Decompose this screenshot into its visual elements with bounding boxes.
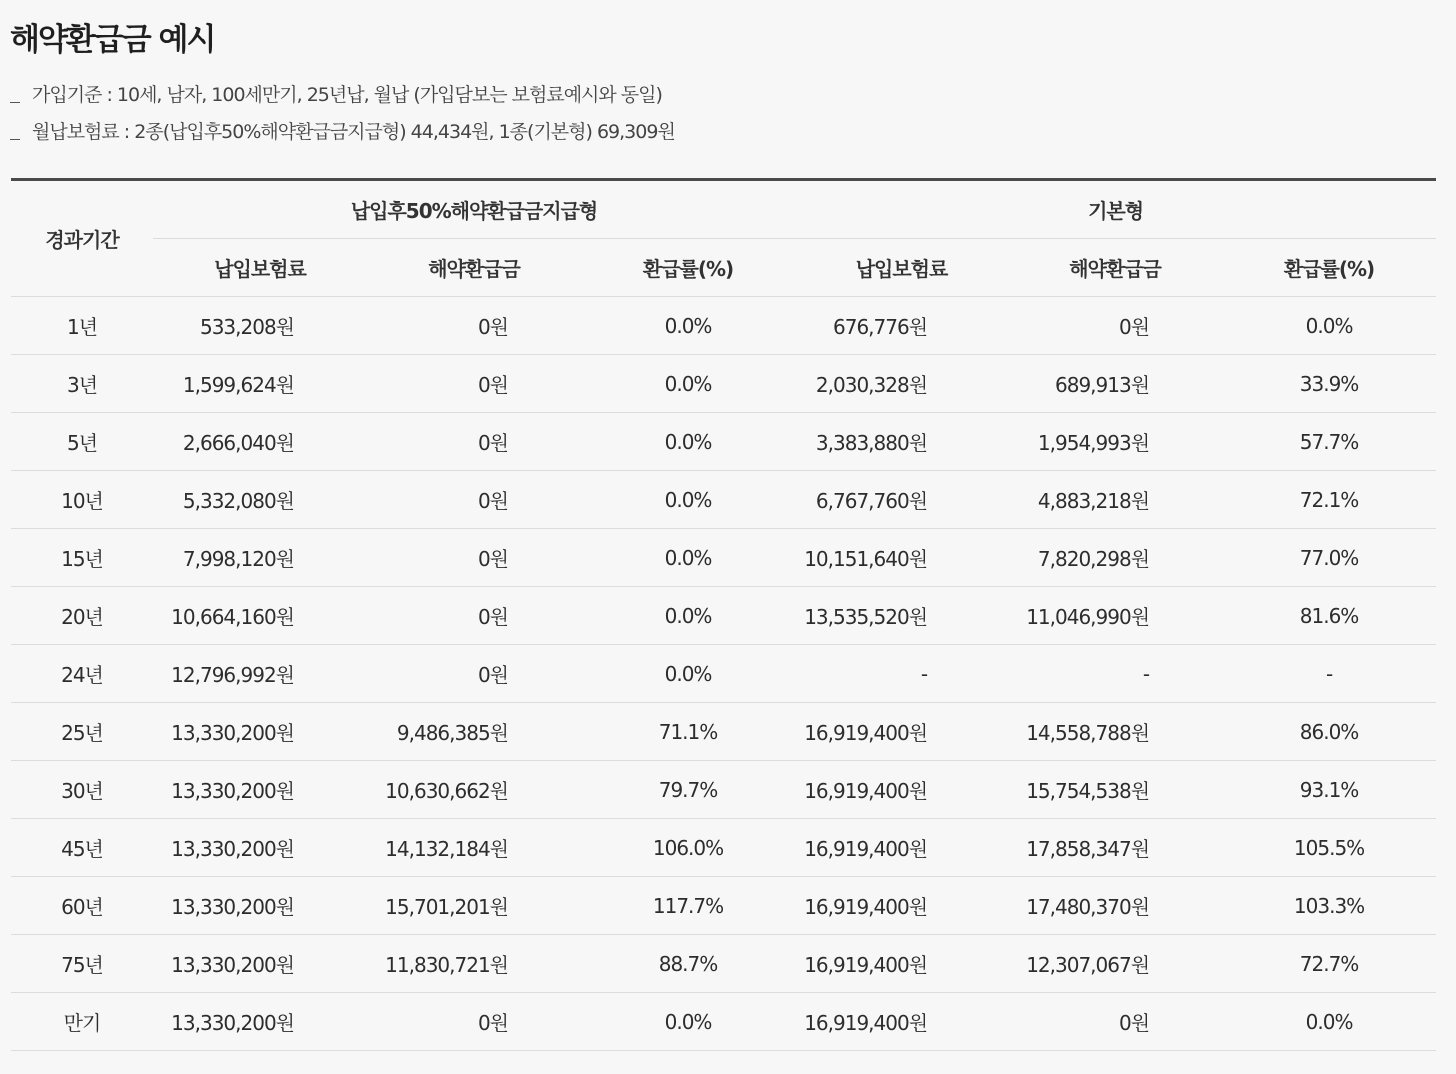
header-period: 경과기간 [11,180,153,297]
cell-refund: 0원 [367,471,581,529]
cell-rate: 0.0% [581,297,795,355]
table-row [11,413,1436,471]
cell-premium: 533,208원 [153,297,367,355]
cell-premium: 16,919,400원 [795,761,1008,819]
cell-premium: 16,919,400원 [795,703,1008,761]
cell-premium: 10,664,160원 [153,587,367,645]
header-premium-paid: 납입보험료 [795,239,1008,297]
cell-refund: 0원 [367,587,581,645]
cell-premium: - [795,645,1008,703]
table-body [11,297,1436,1051]
cell-period: 25년 [11,703,153,761]
cell-period: 만기 [11,993,153,1051]
table-row [11,877,1436,935]
cell-rate: 79.7% [581,761,795,819]
table-row [11,471,1436,529]
cell-rate: 86.0% [1222,703,1436,761]
cell-refund: 12,307,067원 [1008,935,1222,993]
table-row [11,935,1436,993]
info-text-basis: 가입기준 : 10세, 남자, 100세만기, 25년납, 월납 (가입담보는 보험료예시와 동일) [32,84,662,106]
cell-premium: 5,332,080원 [153,471,367,529]
cell-premium: 16,919,400원 [795,819,1008,877]
cell-premium: 13,330,200원 [153,993,367,1051]
cell-rate: 77.0% [1222,529,1436,587]
cell-rate: 93.1% [1222,761,1436,819]
cell-refund: 14,132,184원 [367,819,581,877]
table-row [11,761,1436,819]
info-list [10,78,675,152]
cell-premium: 16,919,400원 [795,877,1008,935]
table-header [11,180,1436,297]
cell-premium: 2,030,328원 [795,355,1008,413]
table-row [11,587,1436,645]
cell-premium: 13,330,200원 [153,877,367,935]
header-refund-amount: 해약환급금 [367,239,581,297]
cell-premium: 16,919,400원 [795,935,1008,993]
cell-refund: 0원 [1008,297,1222,355]
cell-rate: 88.7% [581,935,795,993]
cell-premium: 7,998,120원 [153,529,367,587]
cell-refund: - [1008,645,1222,703]
cell-rate: 71.1% [581,703,795,761]
cell-refund: 10,630,662원 [367,761,581,819]
cell-period: 20년 [11,587,153,645]
cell-period: 10년 [11,471,153,529]
cell-refund: 689,913원 [1008,355,1222,413]
page-title: 해약환급금 예시 [10,22,215,58]
info-item-basis [10,78,675,115]
cell-refund: 9,486,385원 [367,703,581,761]
info-text-premium: 월납보험료 : 2종(납입후50%해약환급금지급형) 44,434원, 1종(기본형) 69,309원 [32,121,675,143]
table-row [11,645,1436,703]
cell-rate: - [1222,645,1436,703]
cell-refund: 7,820,298원 [1008,529,1222,587]
header-row-group [11,180,1436,239]
cell-refund: 0원 [367,355,581,413]
cell-refund: 0원 [367,993,581,1051]
cell-rate: 72.7% [1222,935,1436,993]
cell-period: 30년 [11,761,153,819]
cell-rate: 0.0% [581,587,795,645]
cell-rate: 117.7% [581,877,795,935]
header-refund-amount: 해약환급금 [1008,239,1222,297]
cell-refund: 14,558,788원 [1008,703,1222,761]
header-row-sub [11,239,1436,297]
refund-table [11,178,1436,1051]
header-group-type1: 기본형 [795,180,1436,239]
cell-refund: 15,701,201원 [367,877,581,935]
cell-refund: 11,046,990원 [1008,587,1222,645]
cell-rate: 0.0% [581,355,795,413]
cell-refund: 0원 [367,297,581,355]
cell-refund: 4,883,218원 [1008,471,1222,529]
cell-rate: 0.0% [581,993,795,1051]
cell-rate: 106.0% [581,819,795,877]
header-premium-paid: 납입보험료 [153,239,367,297]
cell-premium: 1,599,624원 [153,355,367,413]
table-row [11,993,1436,1051]
cell-refund: 17,480,370원 [1008,877,1222,935]
table-row [11,529,1436,587]
table-row [11,703,1436,761]
cell-premium: 13,330,200원 [153,703,367,761]
cell-refund: 0원 [1008,993,1222,1051]
table-row [11,297,1436,355]
cell-refund: 15,754,538원 [1008,761,1222,819]
cell-period: 15년 [11,529,153,587]
table-row [11,355,1436,413]
cell-refund: 1,954,993원 [1008,413,1222,471]
table-row [11,819,1436,877]
cell-refund: 11,830,721원 [367,935,581,993]
cell-rate: 0.0% [581,471,795,529]
cell-premium: 10,151,640원 [795,529,1008,587]
cell-rate: 33.9% [1222,355,1436,413]
cell-premium: 6,767,760원 [795,471,1008,529]
cell-premium: 13,330,200원 [153,761,367,819]
cell-refund: 0원 [367,645,581,703]
cell-refund: 17,858,347원 [1008,819,1222,877]
cell-rate: 81.6% [1222,587,1436,645]
header-refund-rate: 환급률(%) [1222,239,1436,297]
cell-period: 5년 [11,413,153,471]
cell-premium: 3,383,880원 [795,413,1008,471]
cell-period: 3년 [11,355,153,413]
cell-period: 45년 [11,819,153,877]
cell-rate: 0.0% [581,529,795,587]
bullet-dash [10,102,20,103]
header-refund-rate: 환급률(%) [581,239,795,297]
cell-refund: 0원 [367,529,581,587]
cell-period: 1년 [11,297,153,355]
cell-premium: 13,330,200원 [153,819,367,877]
cell-rate: 0.0% [1222,297,1436,355]
cell-rate: 0.0% [581,645,795,703]
cell-premium: 2,666,040원 [153,413,367,471]
cell-rate: 0.0% [581,413,795,471]
cell-premium: 13,330,200원 [153,935,367,993]
cell-rate: 105.5% [1222,819,1436,877]
cell-rate: 57.7% [1222,413,1436,471]
cell-rate: 72.1% [1222,471,1436,529]
bullet-dash [10,139,20,140]
cell-period: 60년 [11,877,153,935]
info-item-premium [10,115,675,152]
cell-rate: 103.3% [1222,877,1436,935]
cell-premium: 16,919,400원 [795,993,1008,1051]
cell-premium: 13,535,520원 [795,587,1008,645]
cell-rate: 0.0% [1222,993,1436,1051]
cell-refund: 0원 [367,413,581,471]
cell-premium: 12,796,992원 [153,645,367,703]
header-group-type2: 납입후50%해약환급금지급형 [153,180,795,239]
cell-premium: 676,776원 [795,297,1008,355]
cell-period: 75년 [11,935,153,993]
cell-period: 24년 [11,645,153,703]
